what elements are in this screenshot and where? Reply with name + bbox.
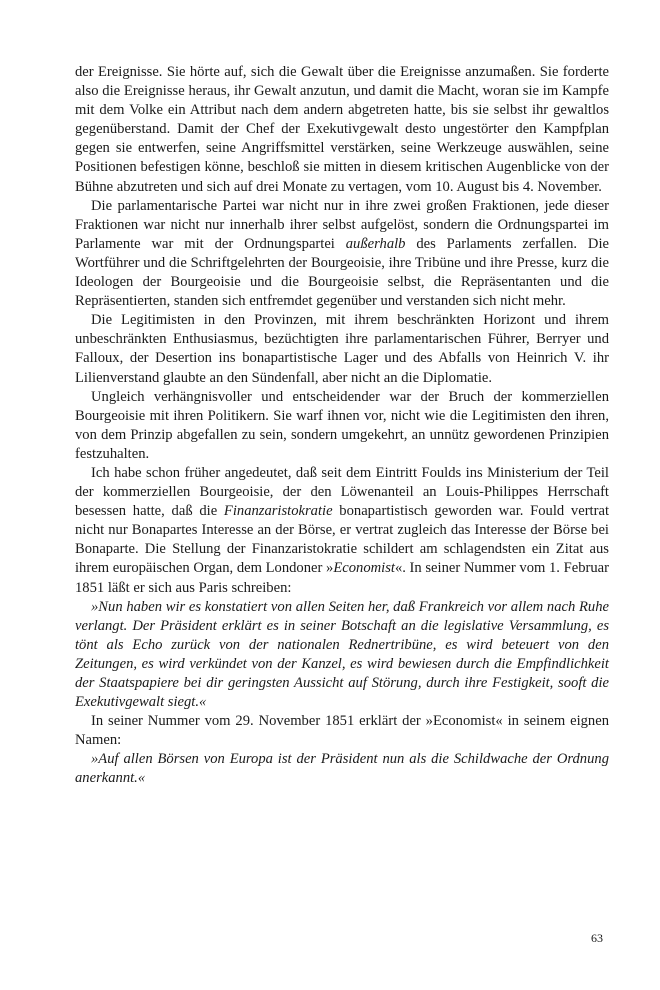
paragraph: Ungleich verhängnisvoller und entscheidender war der Bruch der kommerziellen Bourgeoisie mit ihren Politikern. Sie warf ihnen vor, nicht wie die Legitimisten den ihren, von dem Prinzip abgefallen zu sein, sondern umgekehrt, an unnütz gewordenen Prinzipien festzuhalten. — [75, 388, 609, 462]
paragraph: Ich habe schon früher angedeutet, daß seit dem Eintritt Foulds ins Ministerium der Teil der kommerziellen Bourgeoisie, der den Löwenanteil an Louis-Philippes Herrschaft besessen hatte, daß die Finanzaristokratie bonapartistisch geworden war. Fould vertrat nicht nur Bonapartes Interesse an der Börse, er vertrat zugleich das Interesse der Börse bei Bonaparte. Die Stellung der Finanzaristokratie schildert am schlagendsten ein Zitat aus ihrem europäischen Organ, dem Londoner »Economist«. In seiner Nummer vom 1. Februar 1851 läßt er sich aus Paris schreiben: — [75, 464, 610, 596]
paragraph: Die Legitimisten in den Provinzen, mit ihrem beschränkten Horizont und ihrem unbeschränkten Enthusiasmus, bezüchtigten ihre parlamentarischen Führer, Berryer und Falloux, der Desertion ins bonapartistische Lager und des Abfalls von Heinrich V. ihr Lilienverstand glaubte an den Sündenfall, aber nicht an die Diplomatie. — [75, 312, 609, 386]
page-body — [75, 63, 609, 789]
block-quote: »Auf allen Börsen von Europa ist der Präsident nun als die Schildwache der Ordnung anerkannt.« — [75, 751, 609, 787]
paragraph: der Ereignisse. Sie hörte auf, sich die Gewalt über die Ereignisse anzumaßen. Sie forderte also die Ereignisse heraus, ihr Gewalt anzutun, und damit die Macht, woran sie im Kampfe mit dem Volke ein Attribut nach dem andern abgetreten hatte, bis sie selbst ihr gewaltlos gegenüberstand. Damit der Chef der Exekutivgewalt desto ungestörter den Kampfplan gegen sie entwerfen, seine Angriffsmittel verstärken, seine Werkzeuge auswählen, seine Positionen befestigen könne, beschloß sie mitten in diesem kritischen Augenblicke von der Bühne abzutreten und sich auf drei Monate zu vertagen, vom 10. August bis 4. November. — [75, 64, 609, 195]
paragraph: Die parlamentarische Partei war nicht nur in ihre zwei großen Fraktionen, jede dieser Fraktionen war nicht nur innerhalb ihrer selbst aufgelöst, sondern die Ordnungspartei im Parlamente war mit der Ordnungspartei außerhalb des Parlaments zerfallen. Die Wortführer und die Schriftgelehrten der Bourgeoisie, ihre Tribüne und ihre Presse, kurz die Ideologen der Bourgeoisie und die Bourgeoisie selbst, die Repräsentanten und die Repräsentierten, standen sich entfremdet gegenüber und verstanden sich nicht mehr. — [75, 197, 609, 310]
page-number: 63 — [591, 931, 603, 945]
paragraph: In seiner Nummer vom 29. November 1851 erklärt der »Economist« in seinem eignen Namen: — [75, 713, 609, 749]
block-quote: »Nun haben wir es konstatiert von allen Seiten her, daß Frankreich vor allem nach Ruhe verlangt. Der Präsident erklärt es in seiner Botschaft an die legislative Versammlung, es tönt als Echo zurück von der nationalen Rednertribüne, es wird beteuert von den Zeitungen, es wird verkündet von der Kanzel, es wird bewiesen durch die Empfindlichkeit der Staatspapiere bei dir geringsten Aussicht auf Störung, durch ihre Festigkeit, sooft die Exekutivgewalt siegt.« — [75, 598, 609, 711]
